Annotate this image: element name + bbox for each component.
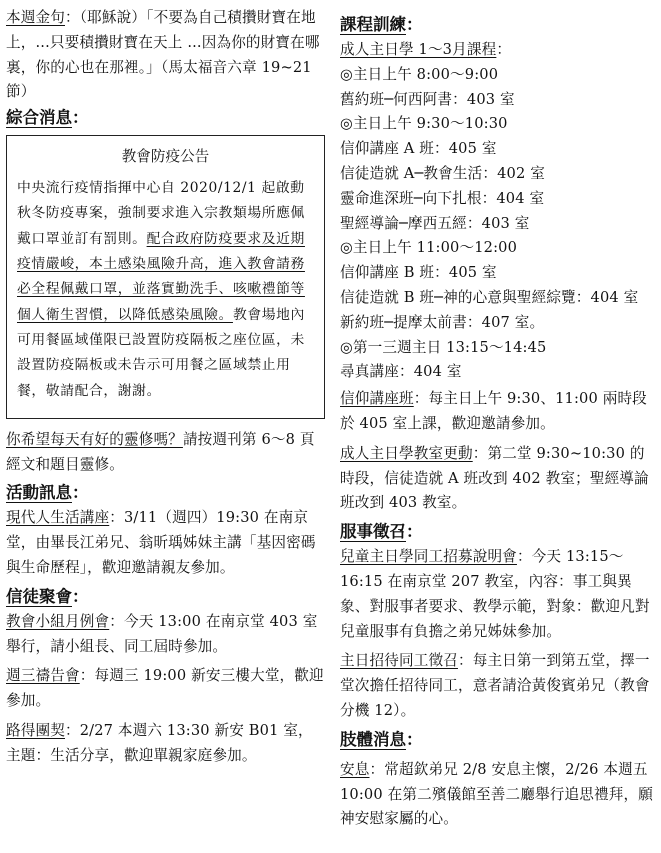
course-note-label: 成人主日學教室更動 [340,444,473,462]
service-item [340,545,656,644]
course-line: 信徒造就 B 班─神的心意與聖經綜覽：404 室 [340,288,639,306]
notice-body [17,176,314,404]
service-item-text: ：今天 13:15～16:15 在南京堂 207 教室，內容：事工與異象、對服事者要求、教學示範，對象：歡迎凡對兒童服事有負擔之弟兄姊妹參加。 [340,548,650,640]
gathering-item [6,664,326,714]
course-line: 新約班─提摩太前書：407 室。 [340,313,545,331]
service-item-text: ：每主日第一到第五堂，擇一堂次擔任招待同工，意者請洽黃俊賓弟兄（教會分機 12）。 [340,652,650,719]
weekly-verse-text: ：（耶穌說）「不要為自己積攢財寶在地上，...只要積攢財寶在天上 ...因為你的財寶在哪裏，你的心也在那裡。」（馬太福音六章 19~21 節） [6,9,320,101]
notice-title: 教會防疫公告 [121,148,210,166]
section-heading-activities: 活動訊息： [6,483,89,503]
course-note-text: ：每主日上午 9:30、11:00 兩時段於 405 室上課，歡迎邀請參加。 [340,390,647,432]
notice-part1: 中央流行疫情指揮中心自 2020/12/1 起啟動秋冬防疫專案，強制要求進入宗教類場所應佩戴口罩並訂有罰則。 [17,180,305,247]
devotion-note [6,428,326,478]
course-line: 尋真講座：404 室 [340,363,462,381]
course-term-label: 成人主日學 1～3月課程 [340,41,497,58]
course-note-label: 信仰講座班 [340,390,414,408]
course-line: ◎主日上午 8:00～9:00 [340,65,499,83]
devotion-label: 你希望每天有好的靈修嗎？ [6,430,183,448]
gathering-item-label: 路得團契 [6,722,65,740]
service-item [340,649,656,723]
course-line: 信仰講座 A 班：405 室 [340,140,497,158]
gathering-item [6,610,326,660]
course-note-text: ：第二堂 9:30~10:30 的時段，信徒造就 A 班改到 402 教室；聖經導論班改到 403 教室。 [340,444,649,512]
devotion-text: 請按週刊第 6～8 頁經文和題目靈修。 [6,430,315,473]
course-line: 信徒造就 A─教會生活：402 室 [340,164,545,182]
weekly-verse [6,6,326,105]
right-column [340,0,656,832]
course-line: ◎主日上午 11:00～12:00 [340,239,518,257]
activity-item-label: 現代人生活講座 [6,509,110,527]
gathering-item-text: ：2/27 本週六 13:30 新安 B01 室，主題：生活分享，歡迎單親家庭參加。 [6,722,313,764]
left-column [6,0,326,769]
body-news-item-label: 安息 [340,760,370,778]
activity-item-text: ：3/11（週四）19:30 在南京堂，由畢長江弟兄、翁昕瑀姊妹主講「基因密碼與生命歷程」，歡迎邀請親友參加。 [6,509,316,577]
gathering-item-text: ：今天 13:00 在南京堂 403 室舉行，請小組長、同工屆時參加。 [6,612,318,655]
gathering-item-label: 教會小組月例會 [6,612,110,630]
course-line: ◎第一三週主日 13:15～14:45 [340,338,547,356]
activity-item [6,506,326,580]
gathering-item-text: ：每週三 19:00 新安三樓大堂，歡迎參加。 [6,667,324,710]
section-heading-body-news: 肢體消息： [340,729,423,749]
course-line: 聖經導論─摩西五經：403 室 [340,214,530,232]
weekly-verse-label: 本週金句 [6,9,65,26]
notice-part3: 教會場地內可用餐區域僅限已設置防疫隔板之座位區，未設置防疫隔板或未告示可用餐之區域禁止用餐，敬請配合，謝謝。 [17,306,305,399]
notice-part2: 配合政府防疫要求及近期疫情嚴峻，本土感染風險升高，進入教會請務必全程佩戴口罩，並落實勤洗手、咳嗽禮節等個人衛生習慣，以降低感染風險。 [17,230,305,323]
course-note [340,442,656,516]
body-news-item [340,758,656,832]
section-heading-courses: 課程訓練： [340,15,423,34]
course-line: 信仰講座 B 班：405 室 [340,264,497,282]
body-news-item-text: ：常超欽弟兄 2/8 安息主懷，2/26 本週五 10:00 在第二殯儀館至善二廳舉行追思禮拜，願神安慰家屬的心。 [340,760,653,828]
service-item-label: 兒童主日學同工招募說明會 [340,548,517,566]
gathering-item [6,719,326,769]
course-term-colon: ： [496,41,512,58]
section-heading-gatherings: 信徒聚會： [6,586,89,606]
section-heading-service: 服事徵召： [340,522,423,542]
course-term [340,38,656,63]
epidemic-notice-box [6,135,325,419]
service-item-label: 主日招待同工徵召 [340,652,458,670]
course-note [340,387,656,437]
course-line: 舊約班─何西阿書：403 室 [340,90,515,108]
gathering-item-label: 週三禱告會 [6,667,80,685]
course-line: 靈命進深班─向下扎根：404 室 [340,189,545,207]
course-line: ◎主日上午 9:30～10:30 [340,115,508,133]
section-heading-news: 綜合消息： [6,108,89,128]
